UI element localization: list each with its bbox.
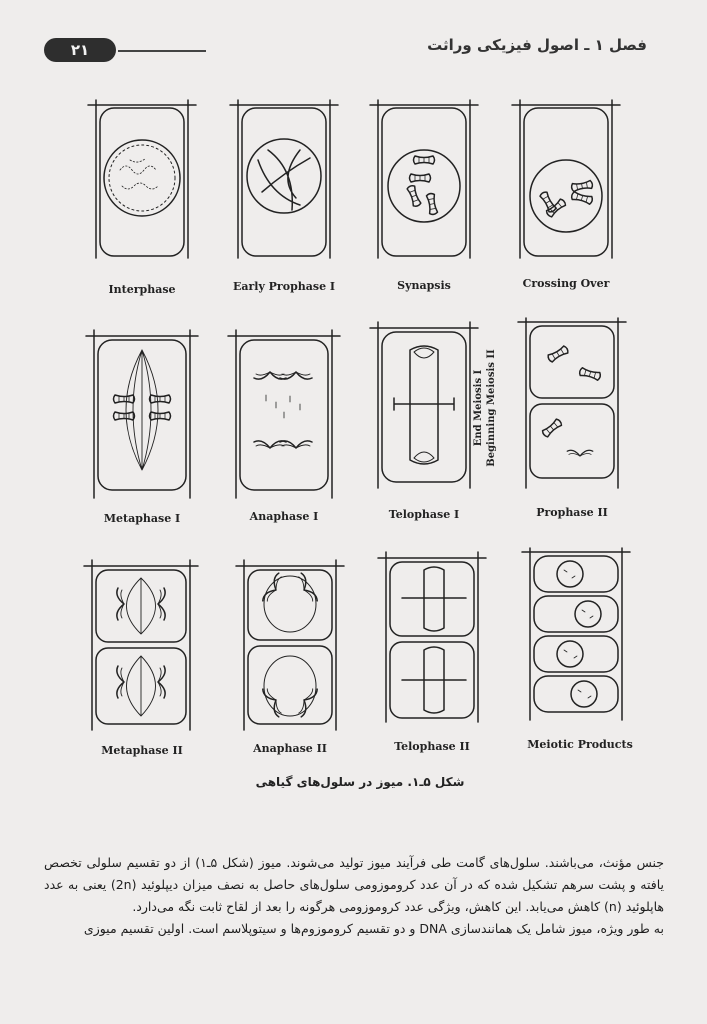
note-end-meiosis-1: End Meiosis I [473,369,484,447]
cell-anaphase-2 [236,560,344,730]
note-beginning-meiosis-2: Beginning Meiosis II [486,349,497,467]
label-metaphase-1: Metaphase I [103,512,181,525]
cell-telophase-2 [378,552,486,722]
cell-metaphase-2 [84,560,198,730]
label-meiotic-products: Meiotic Products [527,738,633,751]
label-prophase-2: Prophase II [536,506,608,519]
label-interphase: Interphase [108,283,176,296]
label-anaphase-2: Anaphase II [253,742,327,755]
cell-synapsis [370,100,478,258]
meiosis-transition-note [472,338,498,478]
label-telophase-1: Telophase I [388,508,460,521]
cell-meiotic-products [522,548,630,720]
label-early-prophase-1: Early Prophase I [232,280,336,293]
label-synapsis: Synapsis [397,279,451,292]
cell-anaphase-1 [228,330,340,498]
cell-metaphase-1 [86,330,198,498]
label-crossing-over: Crossing Over [522,277,610,290]
cell-early-prophase-1 [230,100,338,258]
paragraph-1: جنس مؤنث، می‌باشند. سلول‌های گامت طی فرآیند میوز تولید می‌شوند. میوز (شکل ۵ـ۱) از دو تقسیم سلولی تخصص یافته و پشت سرهم تشکیل شده که در آن عدد کروموزومی سلول‌های حاصل به نصف میزان دیپلوئید (2n) یعنی به عدد هاپلوئید (n) کاهش می‌یابد. این کاهش، ویژگی عدد کروموزومی هرگونه را بعد از لقاح ثابت نگه می‌دارد. [44,855,665,914]
figure-caption: شکل ۵ـ۱. میوز در سلول‌های گیاهی [255,775,465,789]
cell-interphase [88,100,196,258]
cell-telophase-1 [370,322,478,488]
page-number-badge: ۲۱ [44,38,116,62]
label-metaphase-2: Metaphase II [101,744,183,757]
label-anaphase-1: Anaphase I [249,510,319,523]
label-telophase-2: Telophase II [394,740,470,753]
body-text [44,852,664,940]
cell-crossing-over [512,100,620,258]
chapter-title: فصل ۱ ـ اصول فیزیکی وراثت [427,36,647,54]
paragraph-2: به طور ویژه، میوز شامل یک همانندسازی DNA و دو تقسیم کروموزوم‌ها و سیتوپلاسم است. اولین تقسیم میوزی [83,921,664,936]
cell-prophase-2 [518,318,626,488]
